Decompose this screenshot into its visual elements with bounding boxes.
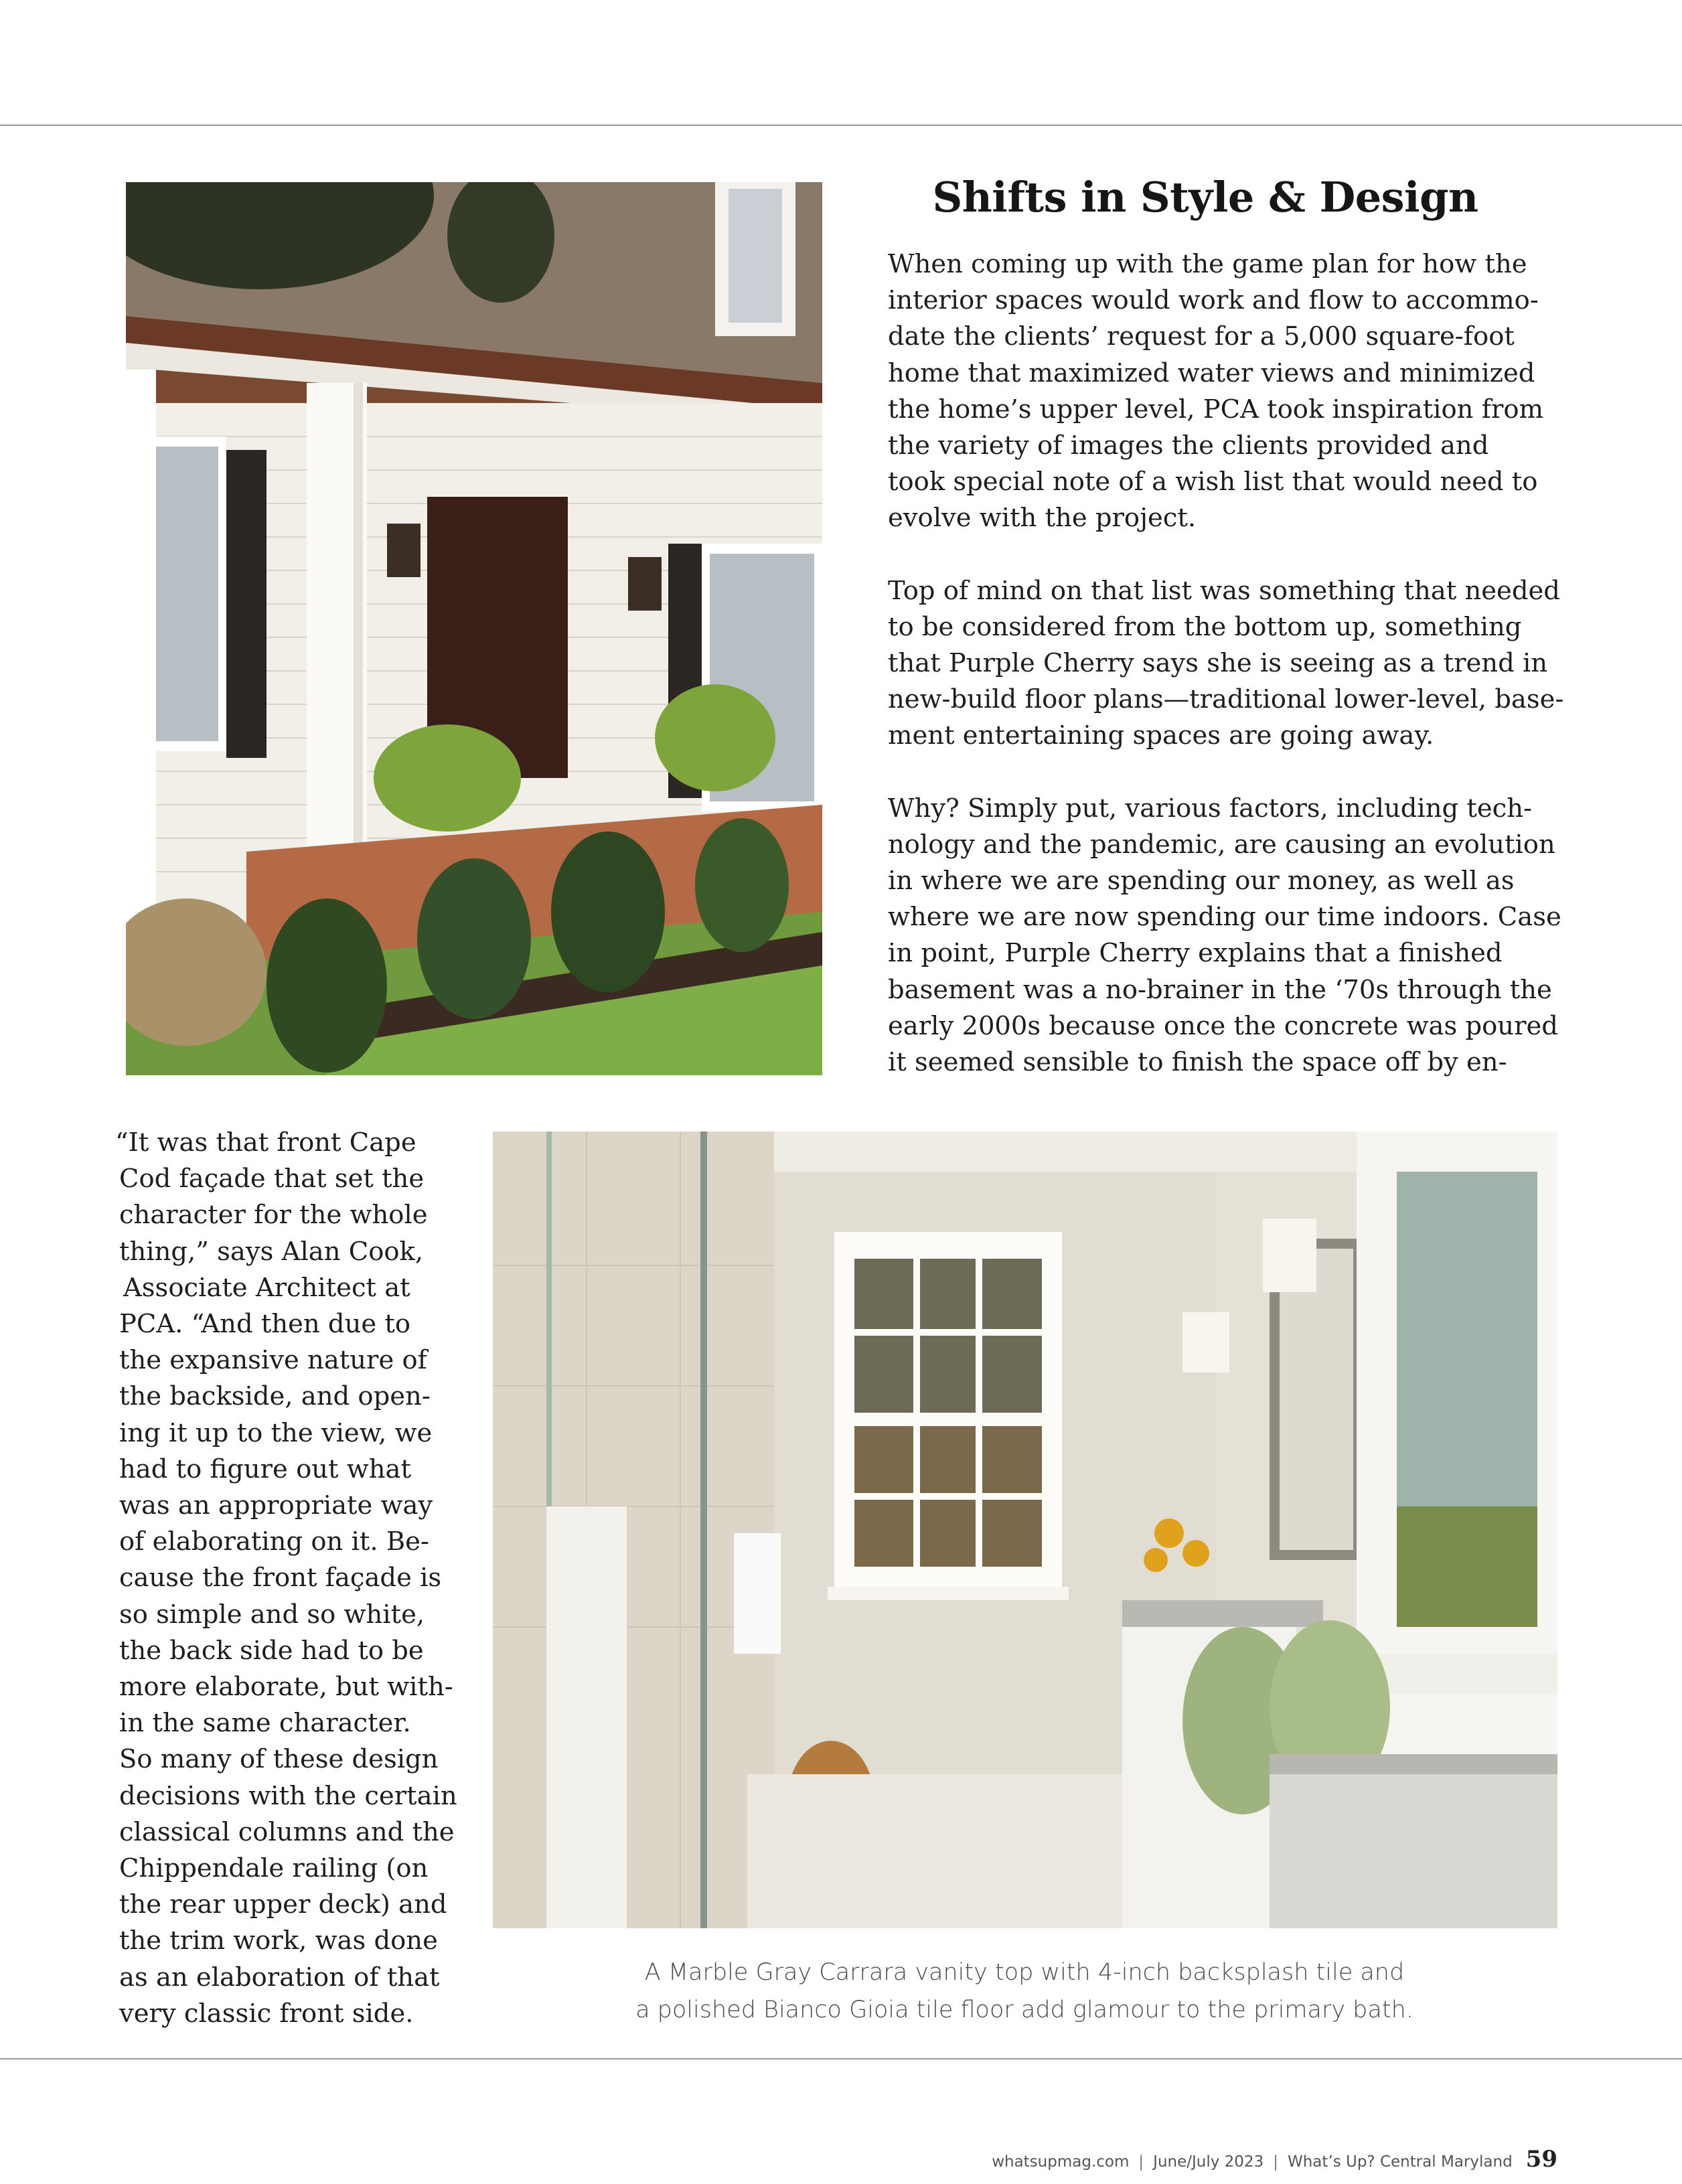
paragraph (888, 246, 1551, 537)
text-line: had to figure out what (119, 1454, 411, 1484)
article-body (888, 246, 1564, 1117)
text-line: Why? Simply put, various factors, including tech- (888, 793, 1533, 824)
footer-issue: June/July 2023 (1153, 2153, 1264, 2171)
caption-line: A Marble Gray Carrara vanity top with 4-inch backsplash tile and (644, 1959, 1405, 1986)
text-line: was an appropriate way (119, 1490, 433, 1521)
text-line: very classic front side. (119, 1998, 414, 2029)
text-line: character for the whole (119, 1200, 428, 1231)
text-line: So many of these design (119, 1744, 439, 1775)
text-line: of elaborating on it. Be- (119, 1527, 429, 1557)
text-line: ing it up to the view, we (119, 1417, 433, 1448)
text-line: ment entertaining spaces are going away. (888, 720, 1434, 751)
section-heading: Shifts in Style & Design (932, 173, 1478, 222)
text-line: to be considered from the bottom up, something (888, 611, 1522, 642)
text-line: decisions with the certain (119, 1780, 457, 1811)
text-line: took special note of a wish list that would need to (888, 467, 1538, 497)
text-line: Cod façade that set the (119, 1164, 425, 1194)
text-line: so simple and so white, (119, 1599, 425, 1630)
text-line: basement was a no-brainer in the ‘70s through the (888, 974, 1552, 1005)
text-line: where we are now spending our time indoors. Case (888, 902, 1561, 933)
porch-photo (126, 182, 822, 1075)
text-line: date the clients’ request for a 5,000 square-foot (888, 321, 1515, 352)
text-line: the variety of images the clients provided and (888, 431, 1489, 461)
text-line: cause the front façade is (119, 1563, 442, 1593)
text-line: Chippendale railing (on (119, 1853, 429, 1884)
footer-publication: What’s Up? Central Maryland (1287, 2153, 1513, 2171)
bathroom-photo (493, 1132, 1557, 1928)
text-line: home that maximized water views and minimized (888, 358, 1535, 388)
footer-separator: | (1138, 2153, 1144, 2171)
footer-site: whatsupmag.com (992, 2153, 1130, 2171)
page-footer (992, 2146, 1557, 2173)
footer-separator: | (1273, 2153, 1278, 2171)
text-line: in where we are spending our money, as well as (888, 866, 1515, 896)
text-line: the backside, and open- (119, 1381, 431, 1412)
page-number: 59 (1525, 2146, 1557, 2173)
pull-quote (115, 1125, 467, 2032)
text-line: the expansive nature of (119, 1345, 427, 1376)
top-rule (0, 125, 1682, 126)
text-line: new-build floor plans—traditional lower-level, base- (888, 684, 1564, 715)
text-line: interior spaces would work and flow to accommo- (888, 285, 1539, 316)
text-line: nology and the pandemic, are causing an evolution (888, 829, 1555, 860)
text-line: that Purple Cherry says she is seeing as a trend in (888, 648, 1548, 679)
bottom-rule (0, 2058, 1682, 2059)
text-line: early 2000s because once the concrete was poured (888, 1010, 1558, 1041)
paragraph (888, 791, 1561, 1081)
text-line: thing,” says Alan Cook, (119, 1236, 424, 1267)
text-line: it seemed sensible to finish the space off by en- (888, 1047, 1507, 1078)
text-line: “It was that front Cape (115, 1127, 416, 1158)
text-line: When coming up with the game plan for how the (888, 249, 1527, 279)
text-line: more elaborate, but with- (119, 1672, 453, 1703)
text-line: the rear upper deck) and (119, 1889, 447, 1920)
text-line: in point, Purple Cherry explains that a finished (888, 938, 1503, 969)
text-line: Top of mind on that list was something that needed (888, 575, 1560, 606)
text-line: classical columns and the (119, 1816, 455, 1847)
text-line: as an elaboration of that (119, 1962, 440, 1993)
text-line: evolve with the project. (888, 503, 1197, 534)
text-line: the home’s upper level, PCA took inspiration from (888, 394, 1544, 424)
photo-caption (603, 1954, 1446, 2029)
text-line: in the same character. (119, 1708, 411, 1739)
text-line: the trim work, was done (119, 1926, 438, 1956)
text-line: PCA. “And then due to (119, 1309, 411, 1340)
text-line: the back side had to be (119, 1635, 424, 1666)
caption-line: a polished Bianco Gioia tile floor add glamour to the primary bath. (635, 1997, 1413, 2023)
text-line: Associate Architect at (123, 1272, 410, 1303)
paragraph (888, 573, 1564, 755)
